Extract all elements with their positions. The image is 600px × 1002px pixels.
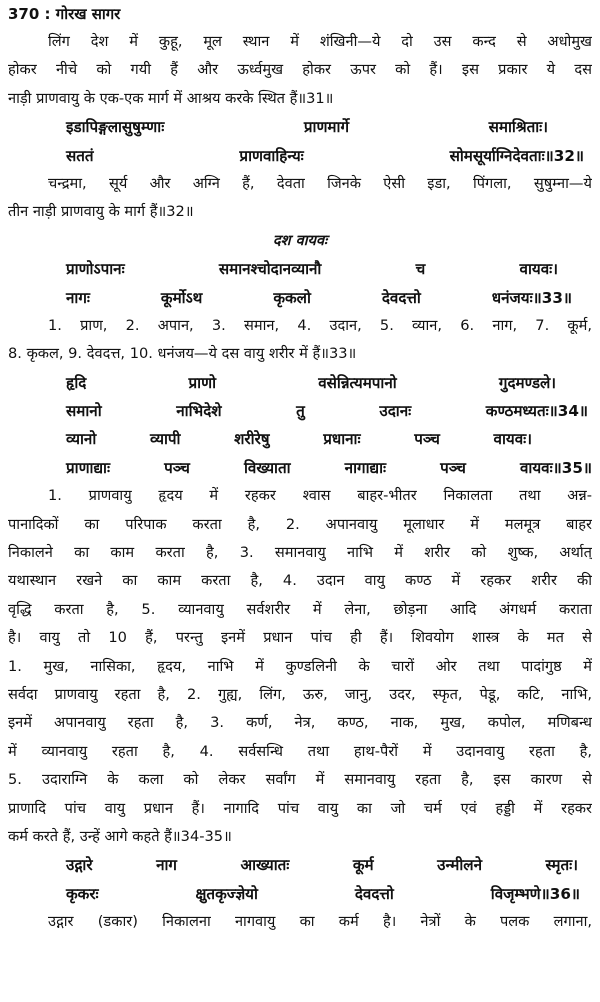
- paragraph-line: इनमें अपानवायु रहता है, 3. कर्ण, नेत्र, कण्ठ, नाक, मुख, कपोल, मणिबन्ध: [8, 714, 592, 732]
- paragraph-line: में व्यानवायु रहता है, 4. सर्वसन्धि तथा हाथ-पैरों में उदानवायु रहता है,: [8, 742, 592, 760]
- paragraph-line: कर्म करते हैं, उन्हें आगे कहते हैं॥34-35॥: [8, 827, 232, 845]
- verse-line: समानो नाभिदेशे तु उदानः कण्ठमध्यतः॥34॥: [66, 402, 588, 421]
- paragraph-line: 1. मुख, नासिका, हृदय, नाभि में कुण्डलिनी के चारों ओर तथा पादांगुष्ठ में: [8, 657, 592, 675]
- page-header: 370 : गोरख सागर: [8, 5, 121, 23]
- paragraph-line: निकालने का काम करता है, 3. समानवायु नाभि में शरीर को शुष्क, अर्थात्: [8, 544, 592, 562]
- verse-line: व्यानो व्यापी शरीरेषु प्रधानाः पञ्च वायवः।: [66, 430, 532, 449]
- paragraph-line: 1. प्राणवायु हृदय में रहकर श्वास बाहर-भीतर निकालता तथा अन्न-: [48, 487, 592, 505]
- paragraph-line: सर्वदा प्राणवायु रहता है, 2. गुह्य, लिंग, ऊरु, जानु, उदर, स्फृत, पेडू, कटि, नाभि,: [8, 685, 592, 703]
- verse-line: कृकरः क्षुतकृज्ज्ञेयो देवदत्तो विजृम्भणे॥36॥: [66, 884, 580, 903]
- paragraph-line: नाड़ी प्राणवायु के एक-एक मार्ग में आश्रय करके स्थित हैं॥31॥: [8, 89, 334, 107]
- paragraph-line: तीन नाड़ी प्राणवायु के मार्ग हैं॥32॥: [8, 203, 194, 221]
- paragraph-line: यथास्थान रखने का काम करता है, 4. उदान वायु कण्ठ में रहकर शरीर की: [8, 572, 592, 590]
- verse-line: प्राणोऽपानः समानश्चोदानव्यानौ च वायवः।: [66, 260, 558, 279]
- section-subheading: दश वायवः: [272, 231, 328, 249]
- paragraph-line: 5. उदाराग्नि के कला को लेकर सर्वांग में समानवायु रहता है, इस कारण से: [8, 771, 592, 789]
- paragraph-line: चन्द्रमा, सूर्य और अग्नि हैं, देवता जिनके ऐसी इडा, पिंगला, सुषुम्ना—ये: [48, 174, 592, 192]
- paragraph-line: लिंग देश में कुहू, मूल स्थान में शंखिनी—ये दो उस कन्द से अधोमुख: [48, 33, 592, 50]
- paragraph-line: 1. प्राण, 2. अपान, 3. समान, 4. उदान, 5. व्यान, 6. नाग, 7. कूर्म,: [48, 316, 592, 334]
- paragraph-line: वृद्धि करता है, 5. व्यानवायु सर्वशरीर में लेना, छोड़ना आदि अंगधर्म कराता: [8, 600, 592, 618]
- paragraph-line: प्राणादि पांच वायु प्रधान हैं। नागादि पांच वायु का जो चर्म एवं हड्डी में रहकर: [8, 799, 592, 817]
- verse-line: नागः कूर्मोऽथ कृकलो देवदत्तो धनंजयः॥33॥: [66, 288, 572, 307]
- paragraph-line: है। वायु तो 10 हैं, परन्तु इनमें प्रधान पांच ही हैं। शिवयोग शास्त्र के मत से: [8, 629, 592, 647]
- verse-line: इडापिङ्गलासुषुम्णाः प्राणमार्गे समाश्रिताः।: [66, 118, 548, 137]
- verse-line: प्राणाद्याः पञ्च विख्याता नागाद्याः पञ्च वायवः॥35॥: [66, 458, 592, 477]
- paragraph-line: 8. कृकल, 9. देवदत्त, 10. धनंजय—ये दस वायु शरीर में हैं॥33॥: [8, 345, 357, 363]
- paragraph-line: होकर नीचे को गयी हैं और ऊर्ध्वमुख होकर ऊपर को हैं। इस प्रकार ये दस: [8, 61, 592, 79]
- verse-line: उद्गारे नाग आख्यातः कूर्म उन्मीलने स्मृतः।: [66, 856, 578, 875]
- paragraph-line: उद्गार (डकार) निकालना नागवायु का कर्म है। नेत्रों के पलक लगाना,: [48, 913, 592, 931]
- verse-line: हृदि प्राणो वसेन्नित्यमपानो गुदमण्डले।: [66, 373, 556, 392]
- paragraph-line: पानादिकों का परिपाक करता है, 2. अपानवायु मूलाधार में मलमूत्र बाहर: [8, 515, 592, 533]
- verse-line: सततं प्राणवाहिन्यः सोमसूर्याग्निदेवताः॥32॥: [66, 146, 584, 165]
